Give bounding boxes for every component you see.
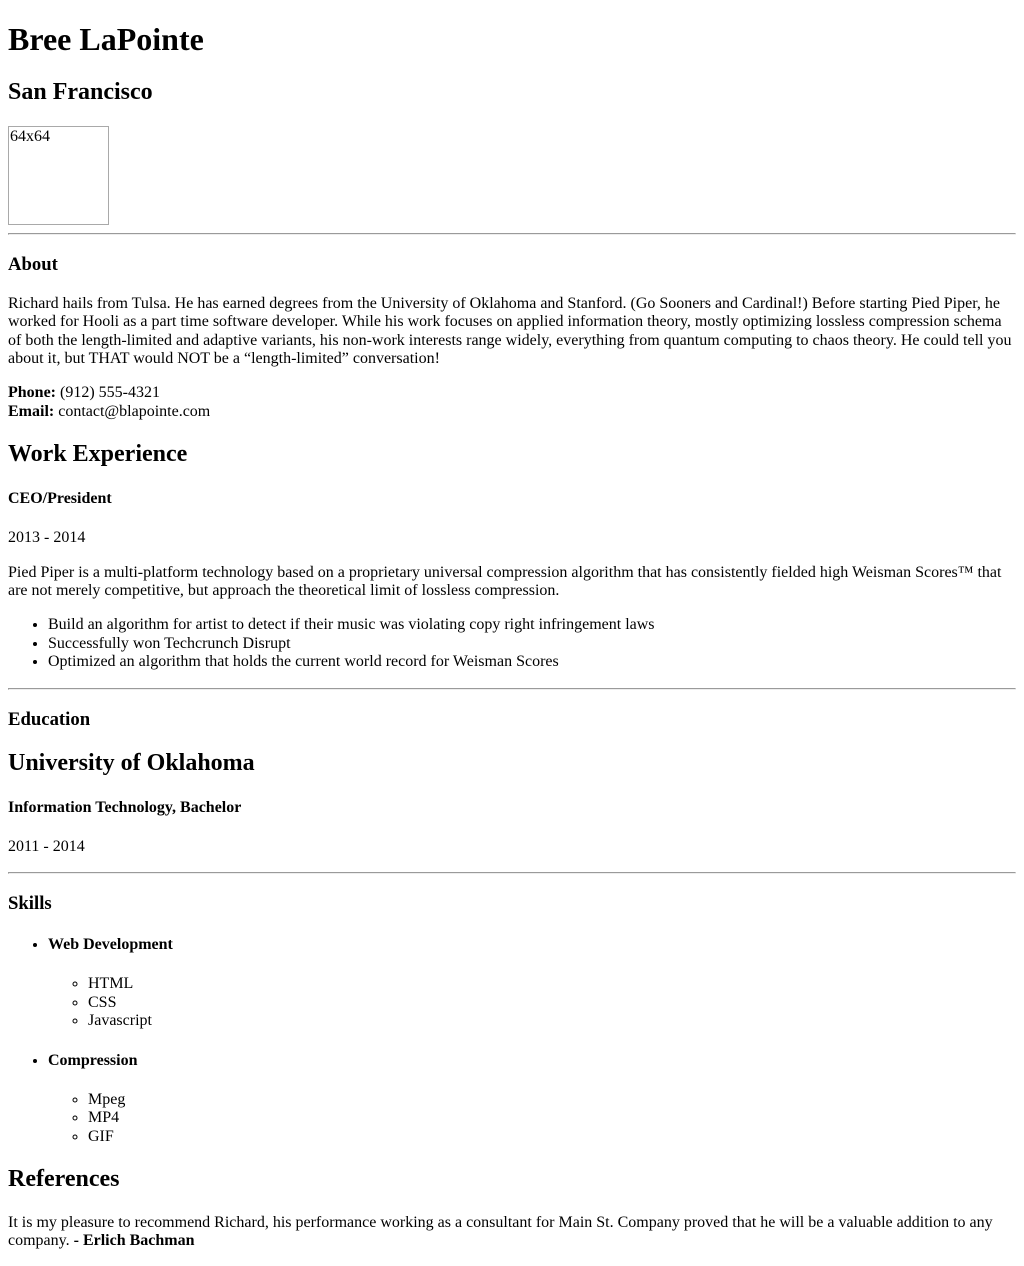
reference-text-block [8, 1214, 1016, 1251]
skill-item: ◦ GIF [88, 1128, 1016, 1146]
section-divider [8, 233, 1016, 235]
skill-item: ◦ HTML [88, 975, 1016, 993]
job-title: CEO/President [8, 489, 112, 507]
skill-items-list [48, 1091, 1016, 1146]
work-experience-heading: Work Experience [8, 441, 188, 468]
skill-item: ◦ CSS [88, 994, 1016, 1012]
skill-items-list [48, 975, 1016, 1030]
job-highlights-list [8, 616, 1016, 671]
education-school: University of Oklahoma [8, 750, 255, 777]
page-title: Bree LaPointe [8, 21, 204, 57]
avatar-wrapper [8, 126, 1016, 225]
email-label: Email: [8, 402, 55, 420]
skill-item: ◦ MP4 [88, 1109, 1016, 1127]
reference-attribution: - Erlich Bachman [73, 1232, 195, 1250]
education-dates: 2011 - 2014 [8, 838, 85, 856]
job-dates: 2013 - 2014 [8, 529, 86, 547]
broken-avatar-image: 64x64 [8, 126, 109, 225]
references-heading: References [8, 1166, 120, 1193]
phone-value: (912) 555-4321 [60, 384, 160, 402]
about-heading: About [8, 254, 58, 276]
job-highlight-item: • Build an algorithm for artist to detect if their music was violating copy right infringement laws [48, 616, 1016, 634]
skill-category-name: • Compression [48, 1051, 138, 1069]
skills-heading: Skills [8, 893, 52, 915]
skill-category [48, 1052, 1016, 1147]
about-text: Richard hails from Tulsa. He has earned degrees from the University of Oklahoma and Stanford. (Go Sooners and Cardinal!) Before starting Pied Piper, he worked for Hooli as a part time software developer. While his work focuses on applied information theory, mostly optimizing lossless compression schema of both the length-limited and adaptive variants, his non-work interests range widely, everything from quantum computing to chaos theory. He could tell you about it, but THAT would NOT be a “length-limited” conversation! [8, 294, 1012, 368]
skills-list [8, 936, 1016, 1146]
reference-quote: It is my pleasure to recommend Richard, his performance working as a consultant for Main St. Company proved that he will be a valuable addition to any company. [8, 1213, 993, 1250]
skill-item: ◦ Javascript [88, 1012, 1016, 1030]
section-divider [8, 872, 1016, 874]
section-divider [8, 688, 1016, 690]
skill-category-name: • Web Development [48, 935, 173, 953]
phone-label: Phone: [8, 384, 56, 402]
education-heading: Education [8, 708, 91, 730]
email-value: contact@blapointe.com [58, 402, 211, 420]
skill-category [48, 936, 1016, 1031]
location-subtitle: San Francisco [8, 78, 153, 105]
job-highlight-item: • Successfully won Techcrunch Disrupt [48, 635, 1016, 653]
job-highlight-item: • Optimized an algorithm that holds the current world record for Weisman Scores [48, 653, 1016, 671]
education-degree: Information Technology, Bachelor [8, 798, 242, 816]
contact-block [8, 384, 1016, 421]
job-description: Pied Piper is a multi-platform technology based on a proprietary universal compression algorithm that has consistently fielded high Weisman Scores™ that are not merely competitive, but approach the theoretical limit of lossless compression. [8, 563, 1002, 600]
skill-item: ◦ Mpeg [88, 1091, 1016, 1109]
